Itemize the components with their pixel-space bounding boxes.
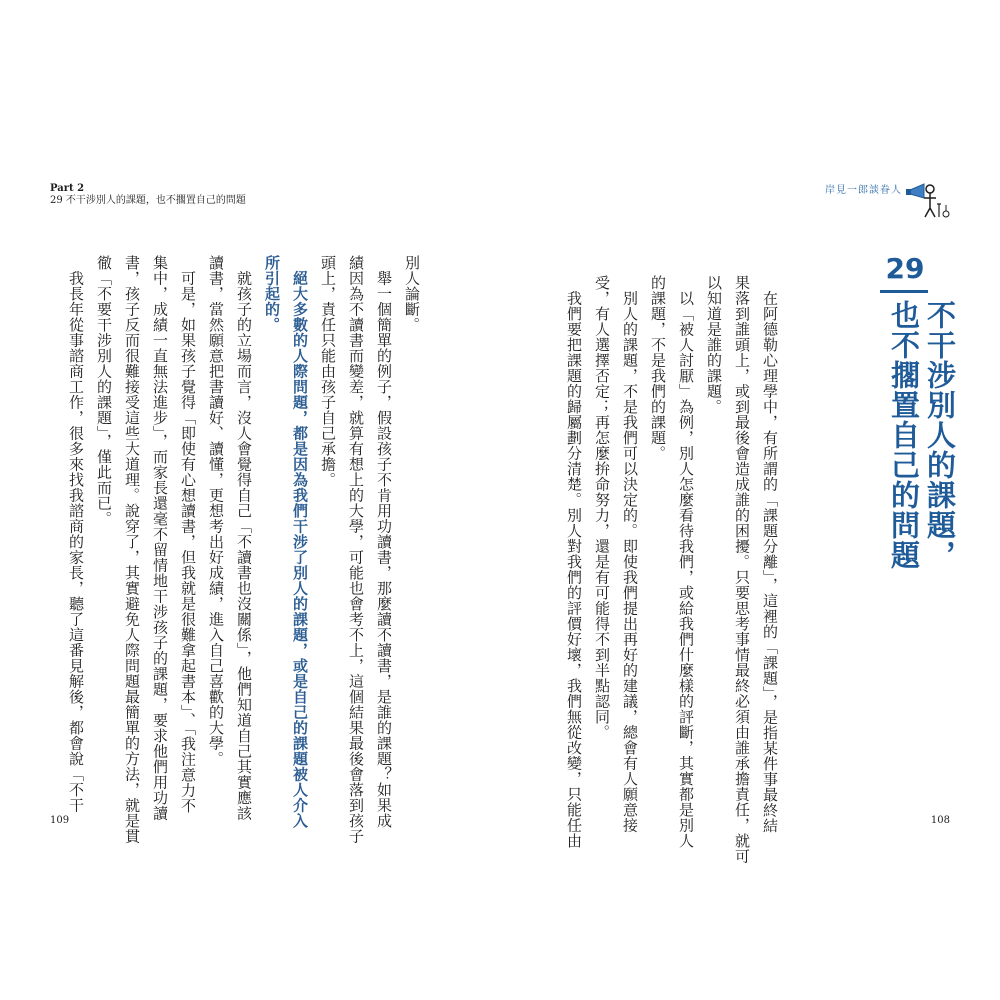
chapter-divider [880, 290, 928, 293]
part-label: Part 2 [50, 183, 85, 194]
chapter-title-line-2: 也不擱置自己的問題 [887, 300, 921, 570]
body-column: 徹「不要干涉別人的課題」，僅此而已。 [95, 255, 113, 527]
body-column: 的課題，不是我們的課題。 [649, 275, 667, 461]
body-column: 受，有人選擇否定；再怎麼拚命努力，還是有可能得不到半點認同。 [593, 275, 611, 740]
body-column: 書，孩子反而很難接受這些大道理。說穿了，其實避免人際問題最簡單的方法，就是貫 [123, 255, 141, 844]
chapter-running-title: 29 不干涉別人的課題，也不擱置自己的問題 [50, 195, 246, 206]
body-column: 果落到誰頭上，或到最後會造成誰的困擾。只要思考事情最終必須由誰承擔責任，就可 [733, 275, 751, 864]
page-number-right: 108 [930, 815, 950, 826]
chapter-title [886, 300, 958, 570]
page-number-left: 109 [50, 815, 70, 826]
body-column: 以「被人討厭」為例，別人怎麼看待我們，或給我們什麼樣的評斷，其實都是別人 [677, 275, 695, 849]
body-column: 讀書，當然願意把書讀好、讀懂，更想考出好成績，進入自己喜歡的大學。 [207, 255, 225, 767]
chapter-number: 29 [885, 252, 925, 285]
body-column: 我長年從事諮商工作，很多來找我諮商的家長，聽了這番見解後，都會說「不干 [67, 255, 85, 813]
body-column: 在阿德勒心理學中，有所謂的「課題分離」，這裡的「課題」，是指某件事最終結 [761, 275, 779, 834]
chapter-title-line-1: 不干涉別人的課題， [923, 300, 957, 570]
body-column: 頭上，責任只能由孩子自己承擔。 [319, 255, 337, 488]
body-column: 集中，成績一直無法進步」，而家長還毫不留情地干涉孩子的課題，要求他們用功讀 [151, 255, 169, 821]
emphasis-column: 絕大多數的人際問題，都是因為我們干涉了別人的課題，或是自己的課題被人介入 [291, 255, 309, 829]
running-header [50, 183, 246, 207]
emphasis-column: 所引起的。 [263, 255, 281, 333]
body-column: 以知道是誰的課題。 [705, 275, 723, 415]
series-header [825, 180, 950, 220]
series-title: 岸見一郎談眷人 [825, 185, 902, 196]
body-column: 別人論斷。 [403, 255, 421, 333]
megaphone-person-icon [906, 180, 950, 220]
body-column: 別人的課題，不是我們可以決定的。即使我們提出再好的建議，總會有人願意接 [621, 275, 639, 833]
body-column: 可是，如果孩子覺得「即使有心想讀書，但我就是很難拿起書本」、「我注意力不 [179, 255, 197, 814]
body-column: 舉一個簡單的例子，假設孩子不肯用功讀書，那麼讀不讀書，是誰的課題？如果成 [375, 255, 393, 829]
body-column: 就孩子的立場而言，沒人會覺得自己「不讀書也沒關係」，他們知道自己其實應該 [235, 255, 253, 821]
body-column: 我們要把課題的歸屬劃分清楚。別人對我們的評價好壞，我們無從改變，只能任由 [565, 275, 583, 849]
body-column: 績因為不讀書而變差，就算有想上的大學，可能也會考不上，這個結果最後會落到孩子 [347, 255, 365, 844]
